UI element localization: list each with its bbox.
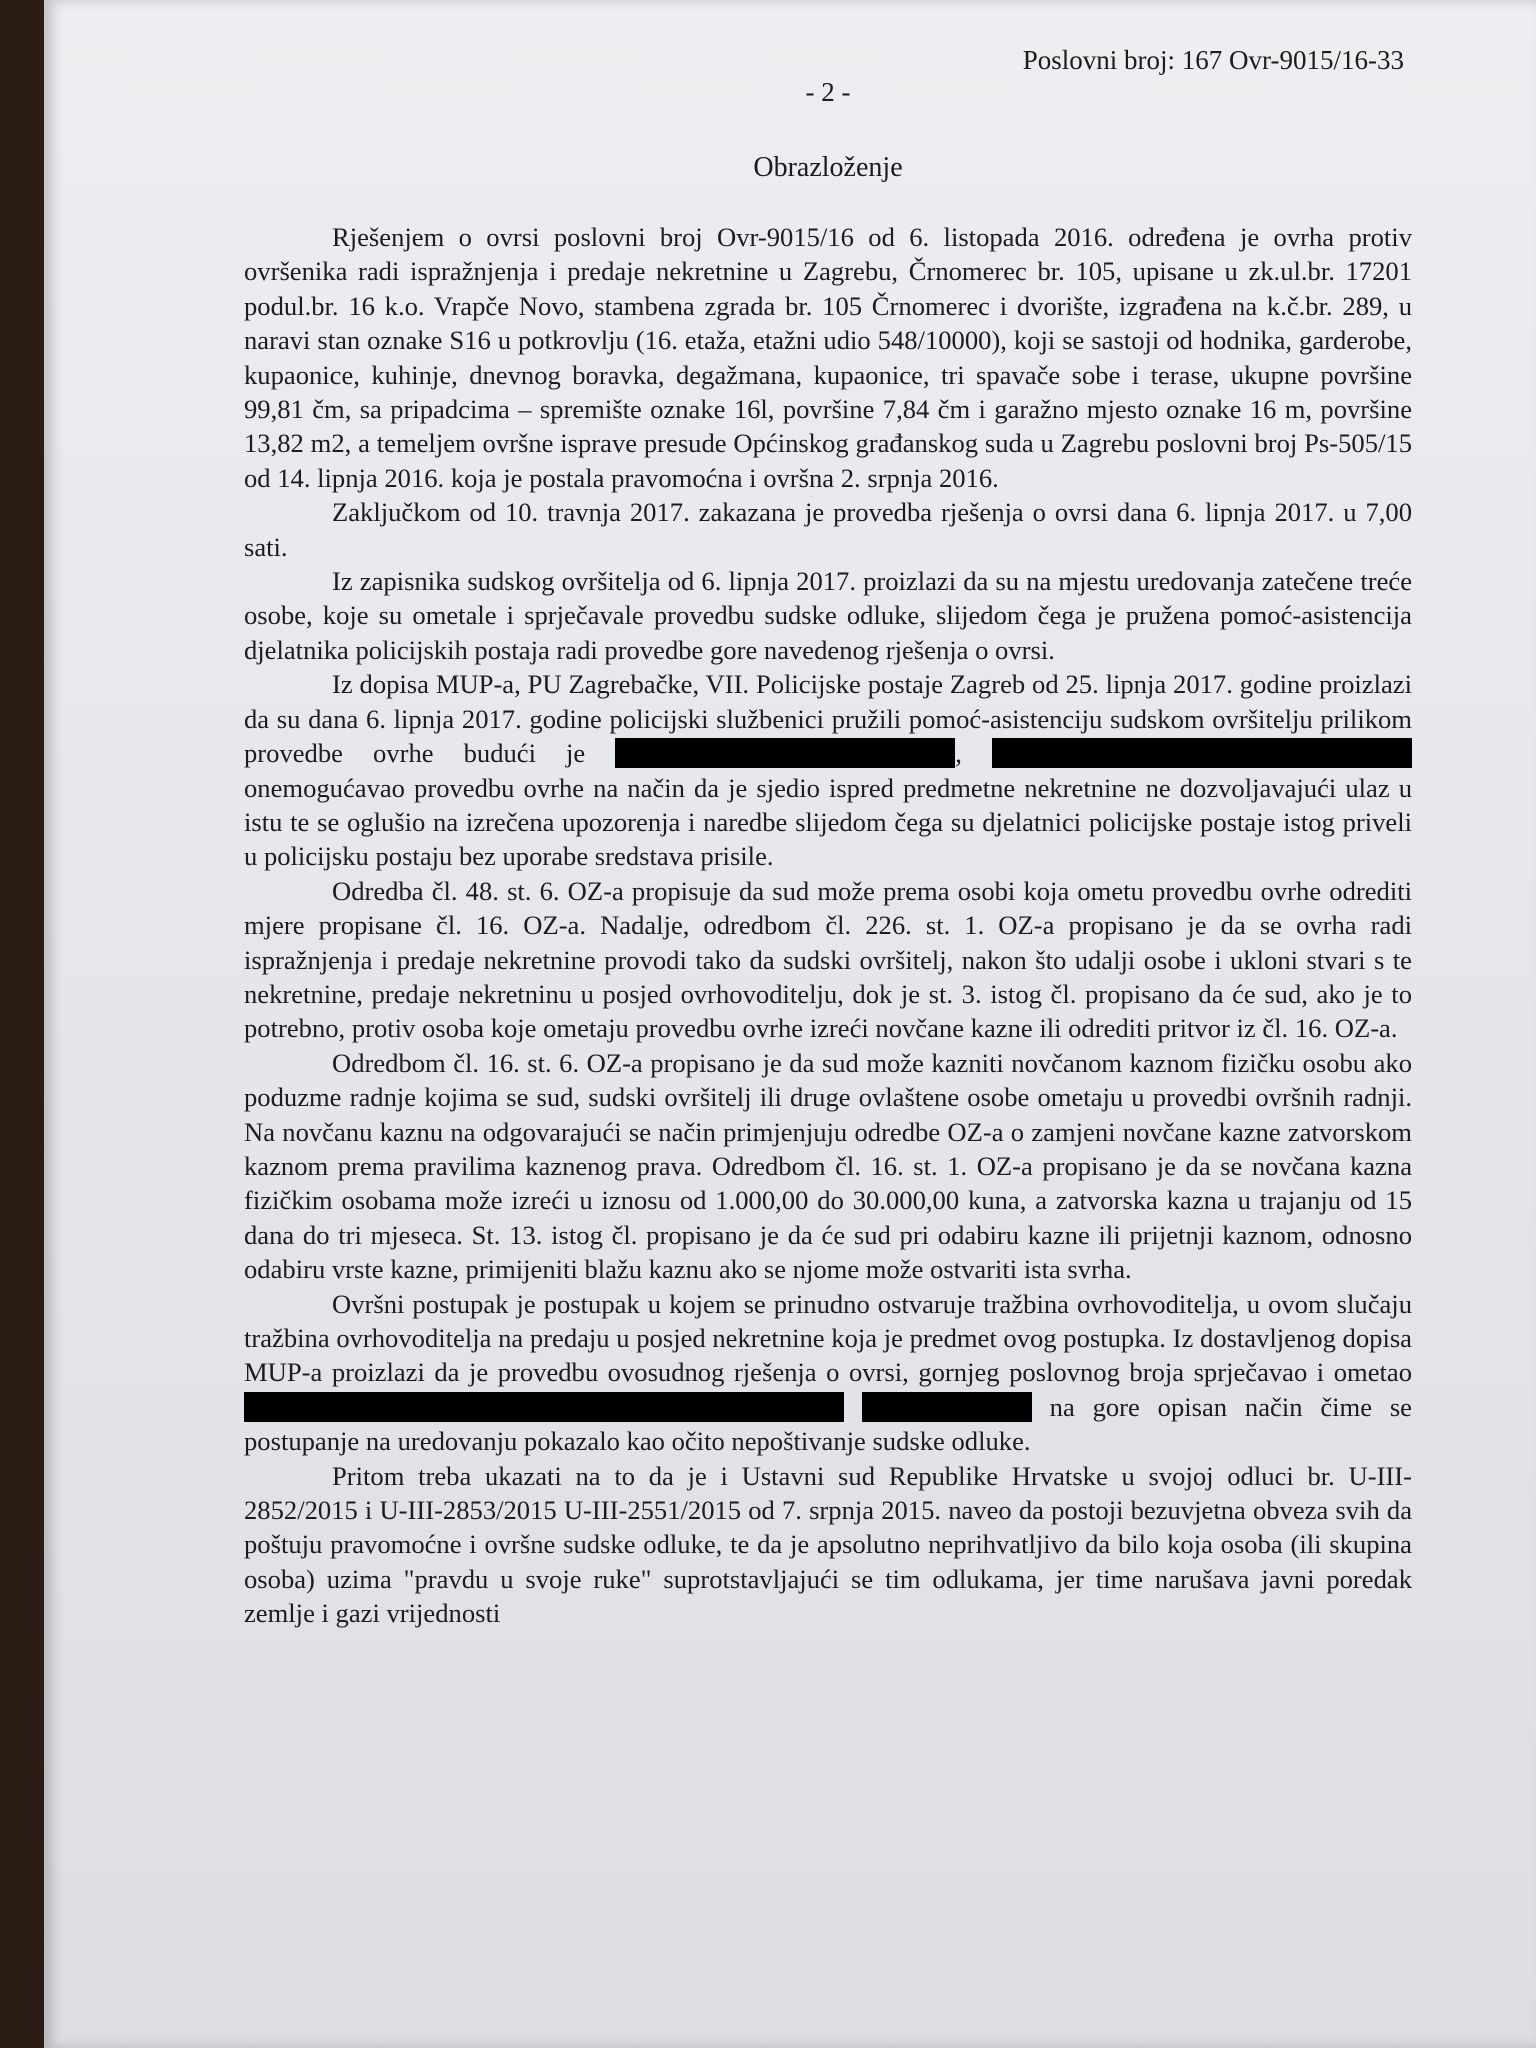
redaction-box [862, 1392, 1032, 1422]
paragraph-4-text-b: , [955, 738, 992, 769]
paragraph-2: Zaključkom od 10. travnja 2017. zakazana je provedba rješenja o ovrsi dana 6. lipnja 2017. u 7,00 sati. [244, 497, 1412, 562]
paragraph-8: Pritom treba ukazati na to da je i Ustavni sud Republike Hrvatske u svojoj odluci br. U-III-2852/2015 i U-III-2853/2015 U-III-2551/2015 od 7. srpnja 2015. naveo da postoji bezuvjetna obveza svih da poštuju pravomoćne i ovršne sudske odluke, te da je apsolutno neprihvatljivo da bilo koja osoba (ili skupina osoba) uzima "pravdu u svoje ruke" suprotstavljajući se tim odlukama, jer time narušava javni poredak zemlje i gazi vrijednosti [244, 1460, 1412, 1629]
redaction-box [615, 738, 955, 768]
document-body [244, 40, 1412, 1631]
paragraph-4 [244, 667, 1412, 873]
redaction-box [992, 738, 1412, 768]
section-heading: Obrazloženje [753, 152, 903, 183]
paragraph-5: Odredba čl. 48. st. 6. OZ-a propisuje da sud može prema osobi koja ometu provedbu ovrhe odrediti mjere propisane čl. 16. OZ-a. Nadalje, odredbom čl. 226. st. 1. OZ-a propisano je da se ovrha radi ispražnjenja i predaje nekretnine provodi tako da sudski ovršitelj, nakon što udalji osobe i ukloni stvari s te nekretnine, predaje nekretninu u posjed ovrhovoditelju, dok je st. 3. istog čl. propisano da će sud, ako je to potrebno, protiv osoba koje ometaju provedbu ovrhe izreći novčane kazne ili odrediti pritvor iz čl. 16. OZ-a. [244, 875, 1412, 1044]
paragraph-3: Iz zapisnika sudskog ovršitelja od 6. lipnja 2017. proizlazi da su na mjestu uredovanja zatečene treće osobe, koje su ometale i sprječavale provedbu sudske odluke, slijedom čega je pružena pomoć-asistencija djelatnika policijskih postaja radi provedbe gore navedenog rješenja o ovrsi. [244, 566, 1412, 665]
paragraph-4-text-c: onemogućavao provedbu ovrhe na način da je sjedio ispred predmetne nekretnine ne dozvoljavajući ulaz u istu te se oglušio na izrečena upozorenja i naredbe slijedom čega su djelatnici policijske postaje istog priveli u policijsku postaju bez uporabe sredstava prisile. [244, 772, 1412, 872]
paragraph-7-text-c: na gore opisan način čime se postupanje na uredovanju pokazalo kao očito nepoštivanje sudske odluke. [244, 1391, 1412, 1457]
paragraph-7-text-a: Ovršni postupak je postupak u kojem se prinudno ostvaruje tražbina ovrhovoditelja, u ovom slučaju tražbina ovrhovoditelja na predaju u posjed nekretnine koja je predmet ovog postupka. Iz dostavljenog dopisa MUP-a proizlazi da je provedbu ovosudnog rješenja o ovrsi, gornjeg poslovnog broja sprječavao i ometao [244, 1288, 1412, 1388]
paragraph-6: Odredbom čl. 16. st. 6. OZ-a propisano je da sud može kazniti novčanom kaznom fizičku osobu ako poduzme radnje kojima se sud, sudski ovršitelj ili druge ovlaštene osobe ometaju u provedbi ovršnih radnji. Na novčanu kaznu na odgovarajući se način primjenjuju odredbe OZ-a o zamjeni novčane kazne zatvorskom kaznom prema pravilima kaznenog prava. Odredbom čl. 16. st. 1. OZ-a propisano je da se novčana kazna fizičkim osobama može izreći u iznosu od 1.000,00 do 30.000,00 kuna, a zatvorska kazna u trajanju od 15 dana do tri mjeseca. St. 13. istog čl. propisano je da će sud pri odabiru kazne ili prijetnji kaznom, odnosno odabiru vrste kazne, primijeniti blažu kaznu ako se njome može ostvariti ista svrha. [244, 1047, 1412, 1285]
paragraph-7 [244, 1287, 1412, 1459]
document-page [44, 0, 1536, 2048]
paragraph-4-text-a: Iz dopisa MUP-a, PU Zagrebačke, VII. Policijske postaje Zagreb od 25. lipnja 2017. godine proizlazi da su dana 6. lipnja 2017. godine policijski službenici pružili pomoć-asistenciju sudskom ovršitelju prilikom provedbe ovrhe budući je [244, 669, 1412, 769]
page-number: - 2 - [805, 77, 851, 107]
redaction-box [244, 1392, 844, 1422]
case-number: Poslovni broj: 167 Ovr-9015/16-33 [1022, 45, 1404, 75]
paragraph-1: Rješenjem o ovrsi poslovni broj Ovr-9015/16 od 6. listopada 2016. određena je ovrha protiv ovršenika radi ispražnjenja i predaje nekretnine u Zagrebu, Črnomerec br. 105, upisane u zk.ul.br. 17201 podul.br. 16 k.o. Vrapče Novo, stambena zgrada br. 105 Črnomerec i dvorište, izgrađena na k.č.br. 289, u naravi stan oznake S16 u potkrovlju (16. etaža, etažni udio 548/10000), koji se sastoji od hodnika, garderobe, kupaonice, kuhinje, dnevnog boravka, degažmana, kupaonice, tri spavače sobe i terase, ukupne površine 99,81 čm, sa pripadcima – spremište oznake 16l, površine 7,84 čm i garažno mjesto oznake 16 m, površine 13,82 m2, a temeljem ovršne isprave presude Općinskog građanskog suda u Zagrebu poslovni broj Ps-505/15 od 14. lipnja 2016. koja je postala pravomoćna i ovršna 2. srpnja 2016. [244, 222, 1412, 493]
paragraph-7-text-b [844, 1392, 862, 1422]
